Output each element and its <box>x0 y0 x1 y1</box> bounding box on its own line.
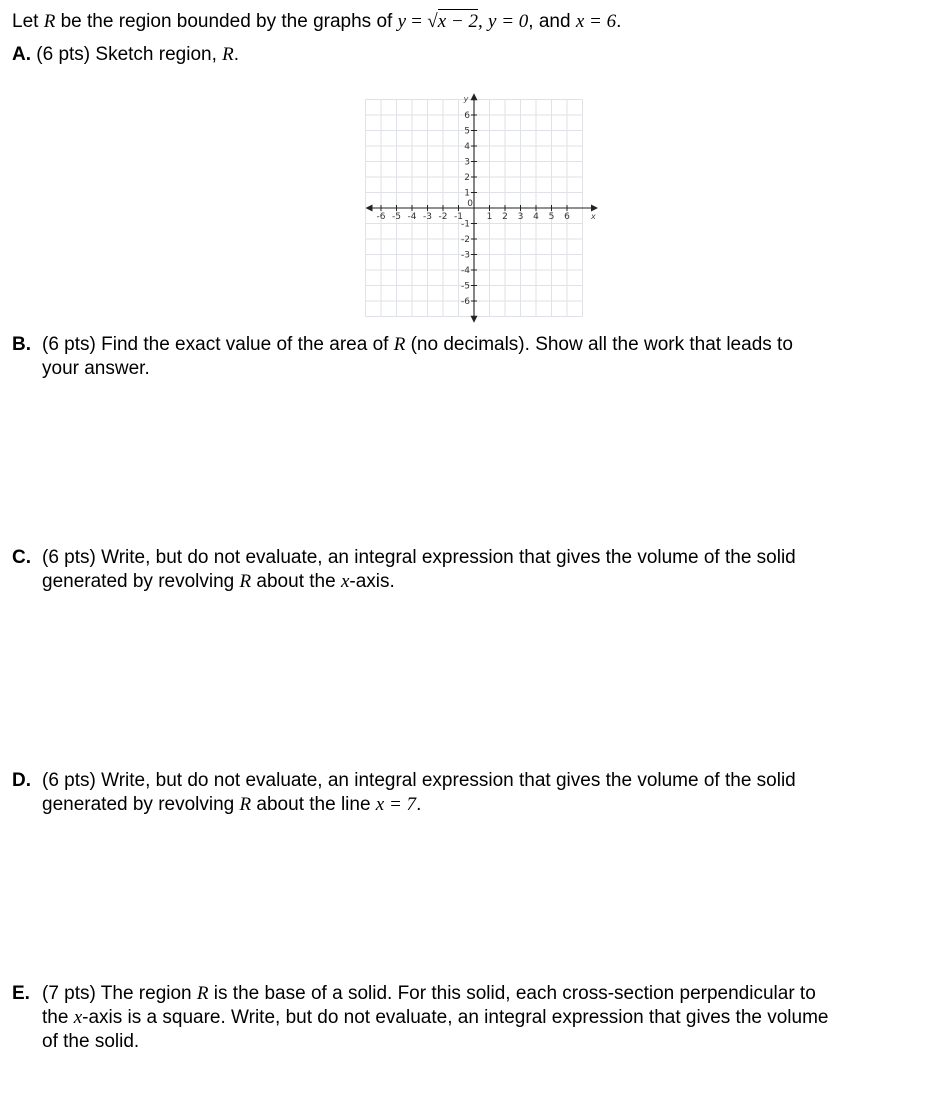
part-b-label: B. <box>12 334 31 355</box>
eq-separator-1: , <box>478 11 483 32</box>
y-tick-label: -2 <box>461 235 470 245</box>
part-c-text-2: generated by revolving <box>42 571 235 592</box>
eq-separator-2: , and <box>528 11 571 32</box>
x-tick-label: 4 <box>533 212 539 222</box>
eq2: y = 0 <box>488 11 529 32</box>
y-tick-label: 1 <box>464 188 470 199</box>
y-tick-label: -1 <box>461 219 470 230</box>
part-e-line-2 <box>12 1006 907 1030</box>
part-a-label: A. <box>12 44 31 65</box>
intro-text-mid: be the region bounded by the graphs of <box>60 11 393 32</box>
part-c-text-4: -axis. <box>349 571 395 592</box>
part-b-text-1: (6 pts) Find the exact value of the area of <box>42 334 389 355</box>
axes <box>366 93 599 322</box>
part-c-line-2 <box>12 570 907 594</box>
part-a-text: (6 pts) Sketch region, <box>36 44 217 65</box>
sqrt-symbol: √ <box>427 11 438 32</box>
part-d-text-2: generated by revolving <box>42 794 235 815</box>
x-tick-label: 3 <box>517 212 524 222</box>
part-e-text-3: the <box>42 1007 69 1028</box>
y-axis-label: y <box>463 94 469 104</box>
x-tick-label: 1 <box>486 212 493 222</box>
x-tick-label: -2 <box>438 212 448 222</box>
intro-text-start: Let <box>12 11 39 32</box>
part-c-var-x: x <box>340 571 350 592</box>
part-e-text-2: is the base of a solid. For this solid, each cross-section perpendicular to <box>213 983 816 1004</box>
part-e <box>12 982 907 1054</box>
part-c-text-3: about the <box>256 571 336 592</box>
part-e-text-4: -axis is a square. Write, but do not evaluate, an integral expression that gives the volume <box>82 1007 829 1028</box>
x-axis-arrow-left <box>366 205 373 212</box>
part-d-end: . <box>416 794 422 815</box>
y-tick-label: -6 <box>461 297 470 307</box>
part-d <box>12 769 907 817</box>
problem-statement <box>12 11 621 33</box>
x-tick-label: -3 <box>423 212 432 222</box>
origin-label: 0 <box>467 199 473 209</box>
eq1-lhs: y <box>397 11 407 32</box>
y-tick-label: -3 <box>461 250 470 261</box>
x-tick-label: -6 <box>376 212 386 222</box>
eq1-sign: = <box>411 11 423 32</box>
x-tick-label: -4 <box>407 212 417 222</box>
y-tick-label: 6 <box>464 111 470 121</box>
y-tick-label: 4 <box>464 142 470 152</box>
part-a-end: . <box>233 44 240 65</box>
intro-end: . <box>616 11 622 32</box>
x-tick-label: 2 <box>502 212 508 222</box>
part-e-var-x: x <box>73 1007 83 1028</box>
part-d-label: D. <box>12 770 31 791</box>
part-e-var: R <box>196 983 209 1004</box>
part-b-var: R <box>393 334 406 355</box>
part-d-text-3: about the line <box>256 794 371 815</box>
y-tick-label: -5 <box>461 281 470 292</box>
x-tick-label: 6 <box>564 212 570 222</box>
y-axis-arrow-down <box>471 316 478 323</box>
part-b <box>12 333 907 381</box>
part-b-text-3: your answer. <box>42 358 150 379</box>
x-axis-arrow-right <box>591 205 598 212</box>
part-c <box>12 546 907 594</box>
part-e-text-1: (7 pts) The region <box>42 983 192 1004</box>
eq1-radicand: x − 2 <box>437 11 478 32</box>
y-axis-arrow-up <box>471 93 478 100</box>
part-e-label: E. <box>12 983 30 1004</box>
y-tick-label: 3 <box>464 157 470 168</box>
part-e-text-5: of the solid. <box>42 1031 140 1052</box>
part-d-text-1: (6 pts) Write, but do not evaluate, an integral expression that gives the volume of the solid <box>42 770 796 791</box>
x-tick-label: 5 <box>548 212 555 222</box>
part-c-label: C. <box>12 547 31 568</box>
part-d-var: R <box>239 794 252 815</box>
x-axis-label: x <box>590 212 596 221</box>
y-tick-label: 5 <box>464 126 470 137</box>
x-tick-label: -5 <box>392 212 401 222</box>
part-d-eq: x = 7 <box>375 794 417 815</box>
var-r: R <box>43 11 56 32</box>
coordinate-plane <box>352 74 608 324</box>
axis-ticks <box>377 111 571 307</box>
part-c-text-1: (6 pts) Write, but do not evaluate, an integral expression that gives the volume of the solid <box>42 547 796 568</box>
eq3: x = 6 <box>575 11 617 32</box>
part-a-var: R <box>222 44 234 65</box>
y-tick-label: -4 <box>461 266 470 276</box>
part-c-var: R <box>239 571 252 592</box>
x-tick-label: -1 <box>454 212 463 222</box>
part-a-heading <box>12 44 239 66</box>
part-d-line-2 <box>12 793 907 817</box>
part-b-text-2: (no decimals). Show all the work that leads to <box>410 334 793 355</box>
y-tick-label: 2 <box>464 173 470 183</box>
